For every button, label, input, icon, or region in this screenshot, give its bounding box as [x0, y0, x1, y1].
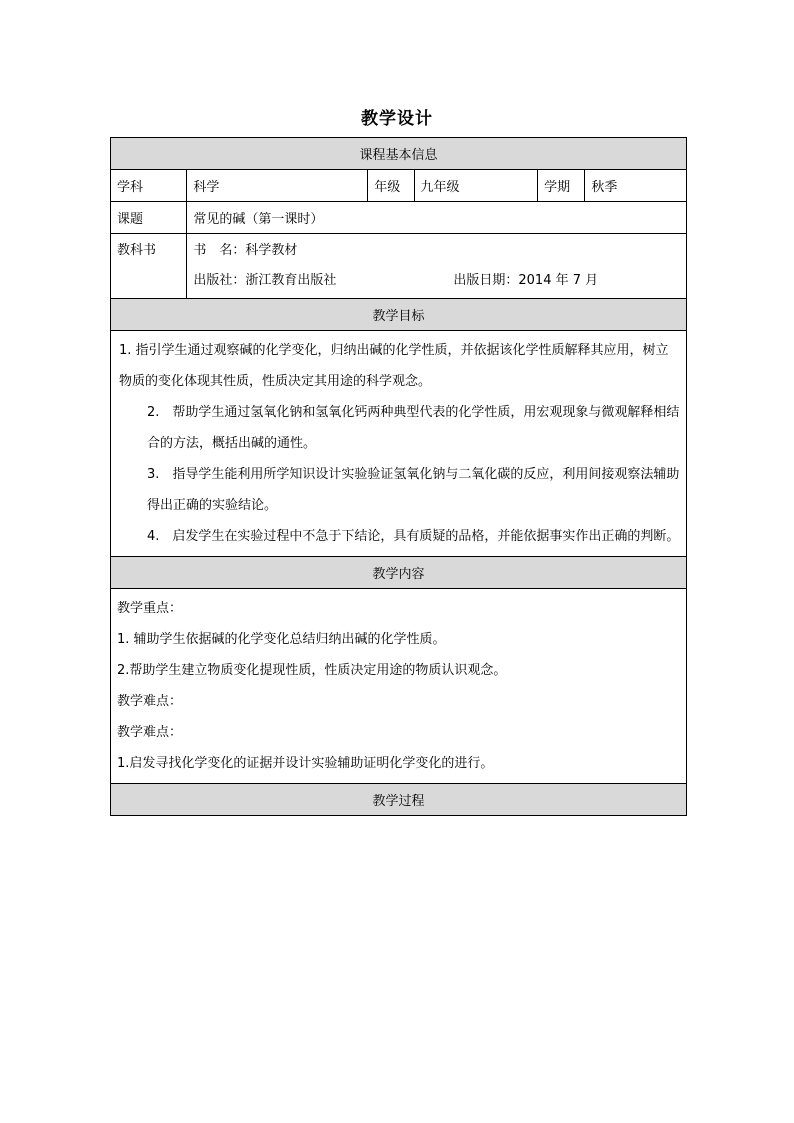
- grade-value: 九年级: [414, 170, 538, 202]
- content-body: [111, 589, 687, 784]
- objectives-list: [111, 331, 687, 557]
- textbook-label: 教科书: [111, 234, 187, 299]
- book-name: 书 名：科学教材: [193, 243, 298, 258]
- term-value: 秋季: [585, 170, 687, 202]
- content-row: [111, 589, 687, 784]
- key-points-label: 教学重点：: [117, 601, 183, 616]
- difficulty-point: 1.启发寻找化学变化的证据并设计实验辅助证明化学变化的进行。: [117, 756, 494, 771]
- publish-date: 出版日期：2014 年 7 月: [453, 273, 599, 288]
- objective-item: 3. 指导学生能利用所学知识设计实验验证氢氧化钠与二氧化碳的反应，利用间接观察法辅助得出正确的实验结论。: [147, 467, 680, 513]
- difficulty-label: 教学难点：: [117, 725, 183, 740]
- basic-info-header-row: [111, 138, 687, 170]
- objective-item: 4. 启发学生在实验过程中不急于下结论，具有质疑的品格，并能依据事实作出正确的判断。: [147, 529, 680, 544]
- topic-row: [111, 202, 687, 234]
- subject-label: 学科: [111, 170, 187, 202]
- lesson-plan-table: [110, 137, 687, 816]
- textbook-row: [111, 234, 687, 299]
- topic-label: 课题: [111, 202, 187, 234]
- objective-item: 1. 指引学生通过观察碱的化学变化，归纳出碱的化学性质，并依据该化学性质解释其应用，树立物质的变化体现其性质，性质决定其用途的科学观念。: [119, 343, 669, 389]
- subject-row: [111, 170, 687, 202]
- textbook-info: [187, 234, 687, 299]
- basic-info-header: 课程基本信息: [111, 138, 687, 170]
- document-title: 教学设计: [361, 109, 433, 129]
- process-header-row: [111, 784, 687, 816]
- key-point: 2.帮助学生建立物质变化提现性质，性质决定用途的物质认识观念。: [117, 663, 507, 678]
- term-label: 学期: [538, 170, 585, 202]
- objective-item: 2. 帮助学生通过氢氧化钠和氢氧化钙两种典型代表的化学性质，用宏观现象与微观解释相结合的方法，概括出碱的通性。: [147, 405, 680, 451]
- objectives-header-row: [111, 299, 687, 331]
- subject-value: 科学: [187, 170, 368, 202]
- content-header-row: [111, 557, 687, 589]
- objectives-header: 教学目标: [111, 299, 687, 331]
- book-publisher-line: [193, 266, 680, 296]
- objectives-row: [111, 331, 687, 557]
- topic-value: 常见的碱（第一课时）: [187, 202, 687, 234]
- process-header: 教学过程: [111, 784, 687, 816]
- grade-label: 年级: [368, 170, 414, 202]
- content-header: 教学内容: [111, 557, 687, 589]
- key-point: 1. 辅助学生依据碱的化学变化总结归纳出碱的化学性质。: [117, 632, 446, 647]
- difficulty-label: 教学难点：: [117, 694, 183, 709]
- publisher: 出版社：浙江教育出版社: [193, 273, 337, 288]
